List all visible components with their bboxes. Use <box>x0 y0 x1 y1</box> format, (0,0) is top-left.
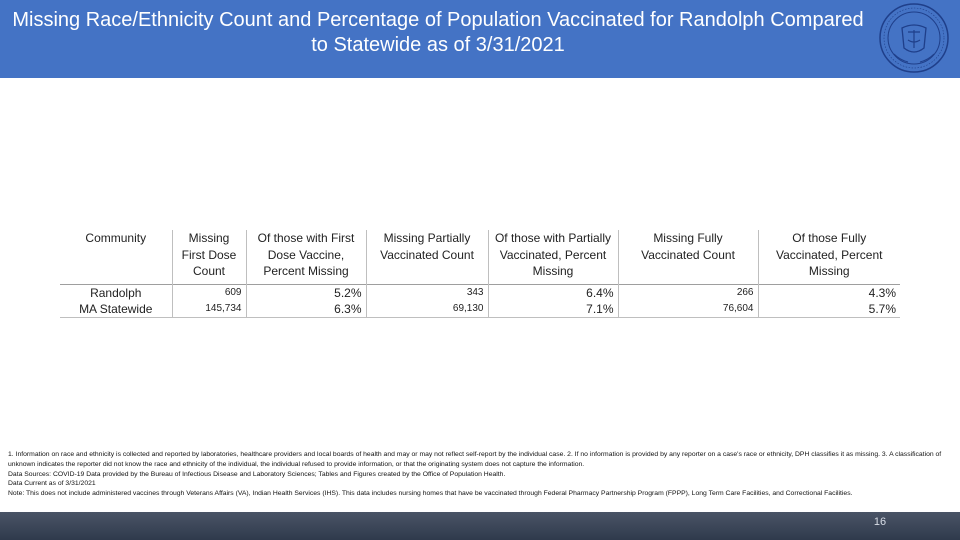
column-header: Community <box>60 230 172 284</box>
table-cell: 6.3% <box>246 301 366 318</box>
table-cell: 69,130 <box>366 301 488 318</box>
footer-fill <box>0 512 960 540</box>
footnote: Data Sources: COVID-19 Data provided by the Bureau of Infectious Disease and Laboratory Sciences; Tables and Figures created by the Office of Population Health. <box>8 470 506 478</box>
table-cell: 7.1% <box>488 301 618 318</box>
table-cell: 145,734 <box>172 301 246 318</box>
table-cell: 76,604 <box>618 301 758 318</box>
footnote: Note: This does not include administered vaccines through Veterans Affairs (VA), Indian Health Services (IHS). This data includes nursing homes that have be vaccinated through Federal Pharmacy Partnership Program (FPPP), Long Term Care Facilities, and Correctional Facilities. <box>8 490 853 498</box>
table-cell: 266 <box>618 284 758 301</box>
table-row <box>60 301 900 318</box>
table-row <box>60 284 900 301</box>
table-cell: 5.7% <box>758 301 900 318</box>
table-cell: 6.4% <box>488 284 618 301</box>
column-header: Of those with Partially Vaccinated, Percent Missing <box>488 230 618 284</box>
column-header: Missing Fully Vaccinated Count <box>618 230 758 284</box>
community-cell: MA Statewide <box>60 301 172 318</box>
community-cell: Randolph <box>60 284 172 301</box>
column-header: Missing Partially Vaccinated Count <box>366 230 488 284</box>
footer-bar <box>0 512 960 540</box>
column-header: Of those with First Dose Vaccine, Percent Missing <box>246 230 366 284</box>
vaccination-missing-table <box>60 230 900 318</box>
slide-header <box>0 0 960 78</box>
footnote: 1. Information on race and ethnicity is collected and reported by laboratories, healthcare providers and local boards of health and may or may not reflect self-report by the individual case. 2. If no information is provided by any reporter on a case's race or ethnicity, DPH classifies it as missing. 3. A classification of unknown indicates the reporter did not know the race and ethnicity of the individual, the individual refused to provide information, or that the originating system does not capture the information. <box>8 451 942 468</box>
table-cell: 609 <box>172 284 246 301</box>
dph-seal-icon <box>878 2 950 74</box>
table-cell: 4.3% <box>868 285 896 300</box>
column-header: Missing First Dose Count <box>172 230 246 284</box>
page-number: 16 <box>873 516 887 528</box>
table-cell: 343 <box>366 284 488 301</box>
column-header: Of those Fully Vaccinated, Percent Missing <box>775 231 883 278</box>
table-cell: 5.2% <box>246 284 366 301</box>
footnote: Data Current as of 3/31/2021 <box>8 480 96 488</box>
slide-title: Missing Race/Ethnicity Count and Percentage of Population Vaccinated for Randolph Compared to Statewide as of 3/31/2021 <box>12 9 864 56</box>
table-header-row <box>60 230 900 284</box>
footnotes <box>8 450 952 499</box>
